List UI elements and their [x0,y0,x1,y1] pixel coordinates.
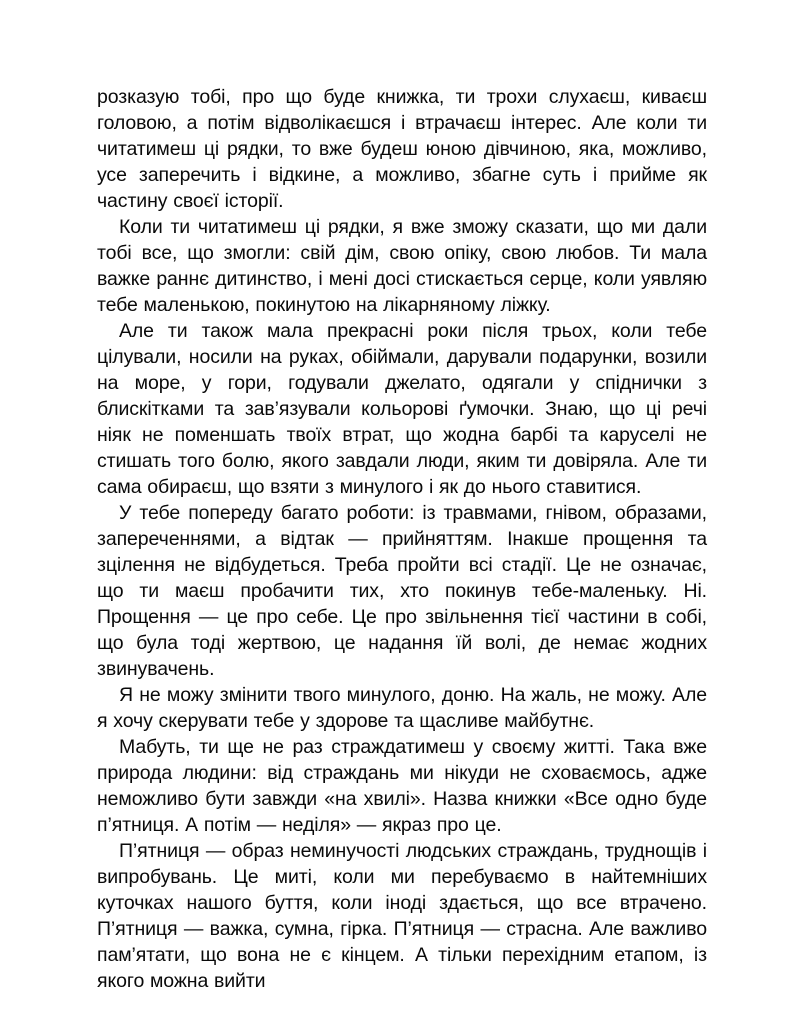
paragraph-3: Але ти також мала прекрасні роки після трьох, коли тебе цілували, носили на руках, обіймали, дарували подарунки, возили на море, у гори, годували джелато, одягали у спіднички з блискітками та зав’язували кольорові ґумочки. Знаю, що ці речі ніяк не поменшать твоїх втрат, що жодна барбі та каруселі не стишать того болю, якого завдали люди, яким ти довіряла. Але ти сама обираєш, що взяти з минулого і як до нього ставитися. [97,320,707,498]
body-text [97,84,707,994]
paragraph-7: П’ятниця — образ неминучості людських страждань, труднощів і випробувань. Це миті, коли ми перебуваємо в найтемніших куточках нашого буття, коли іноді здається, що все втрачено. П’ятниця — важка, сумна, гірка. П’ятниця — страсна. Але важливо пам’ятати, що вона не є кінцем. А тільки перехідним етапом, із якого можна вийти [97,840,707,992]
paragraph-1: розказую тобі, про що буде книжка, ти трохи слухаєш, киваєш головою, а потім відволікаєшся і втрачаєш інтерес. Але коли ти читатимеш ці рядки, то вже будеш юною дівчиною, яка, можливо, усе заперечить і відкине, а можливо, збагне суть і прийме як частину своєї історії. [97,86,707,212]
paragraph-6: Мабуть, ти ще не раз страждатимеш у своєму житті. Така вже природа людини: від страждань ми нікуди не сховаємось, адже неможливо бути завжди «на хвилі». Назва книжки «Все одно буде п’ятниця. А потім — неділя» — якраз про це. [97,736,707,836]
paragraph-4: У тебе попереду багато роботи: із травмами, гнівом, образами, запереченнями, а відтак — прийняттям. Інакше прощення та зцілення не відбудеться. Треба пройти всі стадії. Це не означає, що ти маєш пробачити тих, хто покинув тебе-маленьку. Ні. Прощення — це про себе. Це про звільнення тієї частини в собі, що була тоді жертвою, це надання їй волі, де немає жодних звинувачень. [97,502,707,680]
paragraph-5: Я не можу змінити твого минулого, доню. На жаль, не можу. Але я хочу скерувати тебе у здорове та щасливе майбутнє. [97,684,707,732]
paragraph-2: Коли ти читатимеш ці рядки, я вже зможу сказати, що ми дали тобі все, що змогли: свій дім, свою опіку, свою любов. Ти мала важке раннє дитинство, і мені досі стискається серце, коли уявляю тебе маленькою, покинутою на лікарняному ліжку. [97,216,707,316]
